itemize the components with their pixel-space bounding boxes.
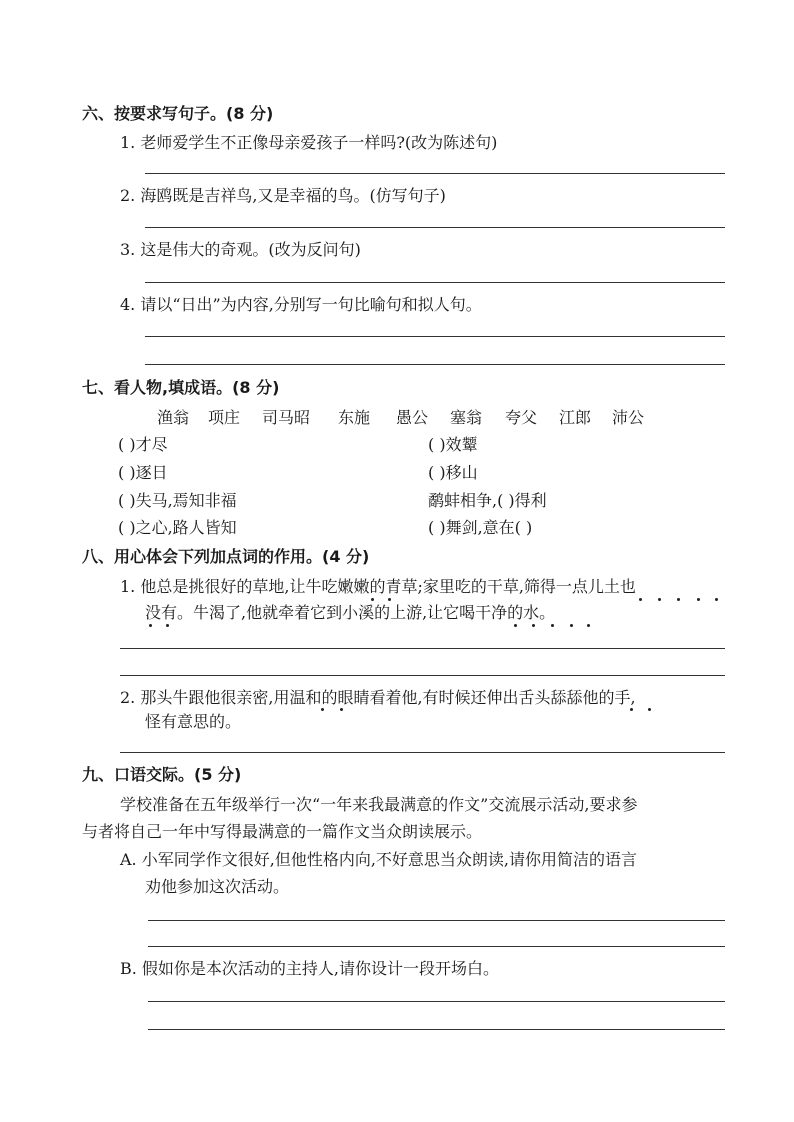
answer-line[interactable] xyxy=(148,946,725,947)
intro-line-2: 与者将自己一年中写得最满意的一篇作文当众朗读展示。 xyxy=(82,822,483,841)
name-option: 司马昭 xyxy=(262,408,311,427)
emphasis-dots xyxy=(0,624,794,628)
section-7-heading: 七、看人物,填成语。(8 分) xyxy=(82,378,280,397)
question-6-1: 1. 老师爱学生不正像母亲爱孩子一样吗?(改为陈述句) xyxy=(120,133,498,152)
answer-line[interactable] xyxy=(120,675,725,676)
section-6-heading: 六、按要求写句子。(8 分) xyxy=(82,104,274,123)
name-option: 渔翁 xyxy=(157,408,190,427)
question-6-4: 4. 请以“日出”为内容,分别写一句比喻句和拟人句。 xyxy=(120,295,482,314)
idiom-blank[interactable]: ( )之心,路人皆知 xyxy=(118,518,237,537)
passage-8-2-line-1: 2. 那头牛跟他很亲密,用温和的眼睛看着他,有时候还伸出舌头舔舔他的手, xyxy=(120,688,636,707)
answer-line[interactable] xyxy=(145,336,725,337)
task-b-line-1: B. 假如你是本次活动的主持人,请你设计一段开场白。 xyxy=(120,959,500,978)
name-option: 沛公 xyxy=(612,408,645,427)
intro-line-1: 学校准备在五年级举行一次“一年来我最满意的作文”交流展示活动,要求参 xyxy=(120,795,638,814)
answer-line[interactable] xyxy=(148,1029,725,1030)
task-a-line-1: A. 小军同学作文很好,但他性格内向,不好意思当众朗读,请你用简洁的语言 xyxy=(120,850,637,869)
task-a-line-2: 劝他参加这次活动。 xyxy=(145,877,290,896)
name-option: 项庄 xyxy=(208,408,241,427)
idiom-blank[interactable]: ( )失马,焉知非福 xyxy=(118,491,237,510)
name-option: 愚公 xyxy=(396,408,429,427)
answer-line[interactable] xyxy=(148,920,725,921)
answer-line[interactable] xyxy=(145,227,725,228)
idiom-blank[interactable]: ( )逐日 xyxy=(118,463,168,482)
answer-line[interactable] xyxy=(120,752,725,753)
answer-line[interactable] xyxy=(120,648,725,649)
answer-line[interactable] xyxy=(145,173,725,174)
idiom-blank[interactable]: ( )舞剑,意在( ) xyxy=(428,518,533,537)
section-8-heading: 八、用心体会下列加点词的作用。(4 分) xyxy=(82,547,370,566)
answer-line[interactable] xyxy=(145,364,725,365)
idiom-blank[interactable]: 鹬蚌相争,( )得利 xyxy=(428,491,547,510)
emphasis-dots xyxy=(0,598,794,602)
emphasis-dots xyxy=(0,708,794,712)
passage-8-1-line-2: 没有。牛渴了,他就牵着它到小溪的上游,让它喝干净的水。 xyxy=(145,603,556,622)
passage-8-1-line-1: 1. 他总是挑很好的草地,让牛吃嫩嫩的青草;家里吃的干草,筛得一点儿土也 xyxy=(120,577,636,596)
name-option: 夸父 xyxy=(505,408,538,427)
idiom-blank[interactable]: ( )移山 xyxy=(428,463,478,482)
question-6-3: 3. 这是伟大的奇观。(改为反问句) xyxy=(120,240,361,259)
answer-line[interactable] xyxy=(145,282,725,283)
idiom-blank[interactable]: ( )才尽 xyxy=(118,435,168,454)
name-option: 江郎 xyxy=(559,408,592,427)
name-option: 塞翁 xyxy=(450,408,483,427)
name-option: 东施 xyxy=(338,408,371,427)
answer-line[interactable] xyxy=(148,1001,725,1002)
idiom-blank[interactable]: ( )效颦 xyxy=(428,435,478,454)
question-6-2: 2. 海鸥既是吉祥鸟,又是幸福的鸟。(仿写句子) xyxy=(120,186,446,205)
passage-8-2-line-2: 怪有意思的。 xyxy=(145,712,242,731)
section-9-heading: 九、口语交际。(5 分) xyxy=(82,765,242,784)
